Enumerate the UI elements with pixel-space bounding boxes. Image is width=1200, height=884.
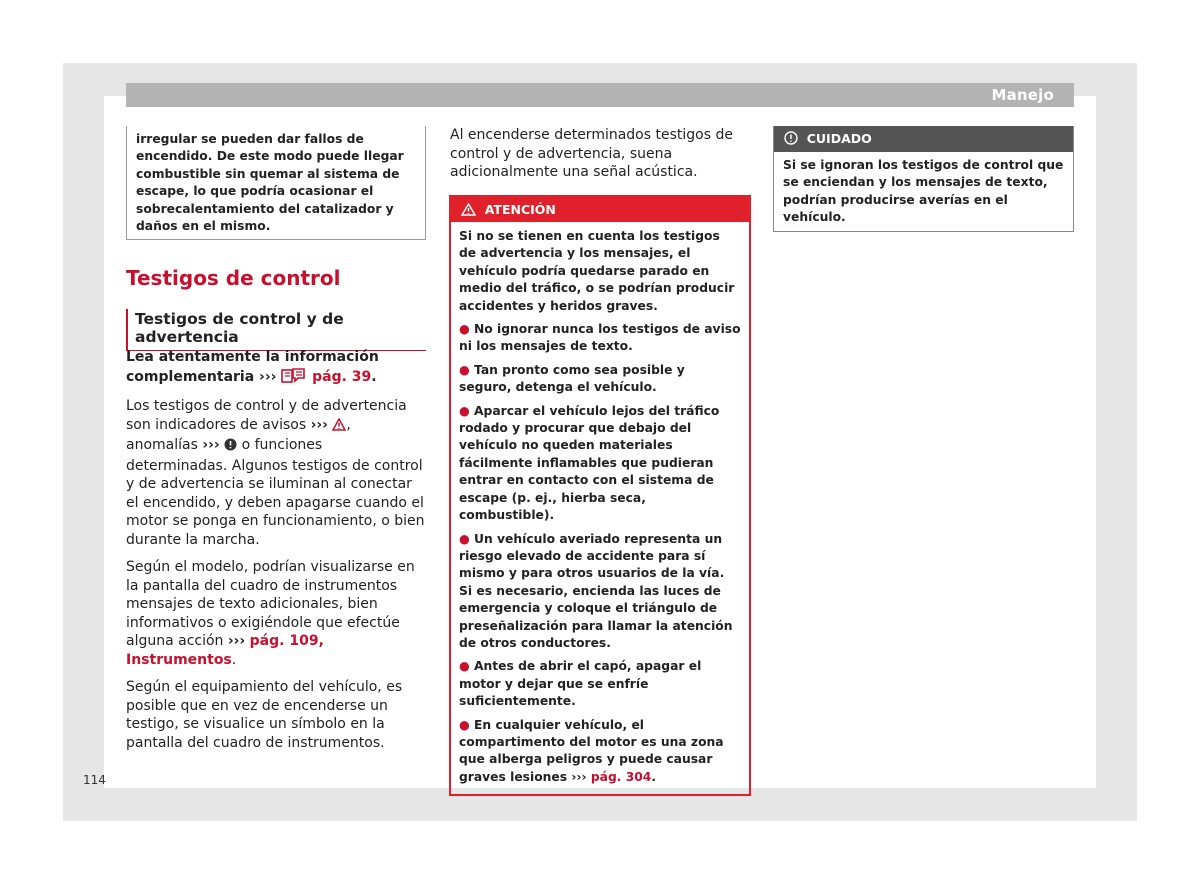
p2-text: Según el modelo, podrían visualizarse en la pantalla del cuadro de instrumentos mensajes de texto adicionales, bien informativos o exigiéndole que efectúe alguna acción bbox=[126, 559, 415, 649]
arrows-icon: ››› bbox=[259, 368, 277, 385]
continued-note-box bbox=[126, 126, 426, 240]
lead-text: Lea atentamente la información complementaria bbox=[126, 349, 379, 385]
warning-bullet bbox=[459, 403, 741, 525]
paragraph-2: Según el modelo, podrían visualizarse en la pantalla del cuadro de instrumentos mensajes de texto adicionales, bien informativos o exigiéndole que efectúe alguna acción ››› pág. 109, Instrumentos. bbox=[126, 559, 415, 668]
bullet-text: Antes de abrir el capó, apagar el motor y dejar que se enfríe suficientemente. bbox=[459, 659, 702, 709]
paragraph-3: Según el equipamiento del vehículo, es posible que en vez de encenderse un testigo, se visualice un símbolo en la pantalla del cuadro de instrumentos. bbox=[126, 679, 403, 751]
warning-bullet: ● En cualquier vehículo, el compartimento del motor es una zona que alberga peligros y puede causar graves lesiones ››› pág. 304. bbox=[459, 717, 724, 784]
bullet-icon: ● bbox=[459, 659, 470, 674]
p1-text-a: Los testigos de control y de advertencia son indicadores de avisos bbox=[126, 398, 407, 433]
section-title: Testigos de control bbox=[126, 266, 341, 290]
instruments-page-link[interactable]: pág. 109, Instrumentos bbox=[126, 633, 324, 668]
warning-bullet bbox=[459, 321, 741, 356]
arrows-icon: ››› bbox=[227, 633, 246, 649]
warning-box bbox=[449, 195, 751, 796]
bullet-text: Aparcar el vehículo lejos del tráfico rodado y procurar que debajo del vehículo no queden materiales fácilmente inflamables que pudieran entrar en contacto con el sistema de escape (p. ej., hierba seca, combustible). bbox=[459, 403, 720, 523]
lead-page-link[interactable]: pág. 39 bbox=[312, 368, 372, 385]
warning-header bbox=[451, 197, 749, 222]
bullet-icon: ● bbox=[459, 403, 470, 418]
left-text-column bbox=[126, 348, 426, 761]
warning-body bbox=[451, 222, 749, 794]
bullet-icon: ● bbox=[459, 531, 470, 546]
engine-page-link[interactable]: pág. 304 bbox=[590, 769, 652, 784]
bullet-text: En cualquier vehículo, el compartimento del motor es una zona que alberga peligros y puede causar graves lesiones bbox=[459, 717, 724, 784]
bullet-text: Un vehículo averiado representa un riesgo elevado de accidente para sí mismo y para otros usuarios de la vía. Si es necesario, encienda las luces de emergencia y coloque el triángulo de preseñalización para llamar la atención de otros conductores. bbox=[459, 531, 733, 650]
warning-title: ATENCIÓN bbox=[484, 202, 556, 217]
chapter-title: Manejo bbox=[991, 86, 1054, 104]
warning-triangle-icon bbox=[461, 199, 476, 224]
chapter-header-bar bbox=[126, 83, 1074, 107]
book-reference-icon bbox=[281, 367, 307, 389]
paragraph-1 bbox=[126, 397, 426, 549]
bullet-icon: ● bbox=[459, 362, 470, 377]
middle-text-column bbox=[450, 126, 750, 191]
warning-bullet bbox=[459, 531, 741, 653]
arrows-icon: ››› bbox=[310, 416, 328, 433]
caution-text: Si se ignoran los testigos de control que se enciendan y los mensajes de texto, podrían producirse averías en el vehículo. bbox=[783, 158, 1064, 225]
caution-title: CUIDADO bbox=[806, 131, 872, 146]
caution-box bbox=[773, 126, 1074, 232]
page-number: 114 bbox=[83, 773, 106, 787]
warning-intro: Si no se tienen en cuenta los testigos de advertencia y los mensajes, el vehículo podría quedarse parado en medio del tráfico, o se podrían producir accidentes y heridos graves. bbox=[459, 229, 735, 313]
bullet-icon: ● bbox=[459, 322, 470, 337]
bullet-icon: ● bbox=[459, 717, 470, 732]
caution-header bbox=[774, 126, 1073, 152]
continued-note-text: irregular se pueden dar fallos de encendido. De este modo puede llegar combustible sin quemar al sistema de escape, lo que podría ocasionar el sobrecalentamiento del catalizador y daños en el mismo. bbox=[136, 132, 404, 234]
warning-bullet bbox=[459, 362, 741, 397]
intro-paragraph: Al encenderse determinados testigos de control y de advertencia, suena adicionalmente una señal acústica. bbox=[450, 127, 733, 180]
warning-bullet bbox=[459, 658, 741, 710]
arrows-icon: ››› bbox=[202, 437, 220, 453]
bullet-text: No ignorar nunca los testigos de aviso ni los mensajes de texto. bbox=[459, 322, 741, 354]
lead-paragraph: Lea atentamente la información complementaria ››› pág. 39. bbox=[126, 348, 426, 388]
subsection-title: Testigos de control y de advertencia bbox=[126, 309, 426, 351]
info-circle-icon bbox=[784, 128, 798, 154]
p1-text-b: , anomalías bbox=[126, 416, 351, 453]
bullet-text: Tan pronto como sea posible y seguro, detenga el vehículo. bbox=[459, 362, 685, 395]
arrows-icon: ››› bbox=[571, 769, 587, 784]
exclamation-circle-icon bbox=[224, 438, 237, 457]
p1-text-c: o funciones determinadas. Algunos testigos de control y de advertencia se iluminan al conectar el encendido, y deben apagarse cuando el motor se ponga en funcionamiento, o bien durante la marcha. bbox=[126, 437, 425, 548]
warning-triangle-icon bbox=[332, 418, 346, 437]
